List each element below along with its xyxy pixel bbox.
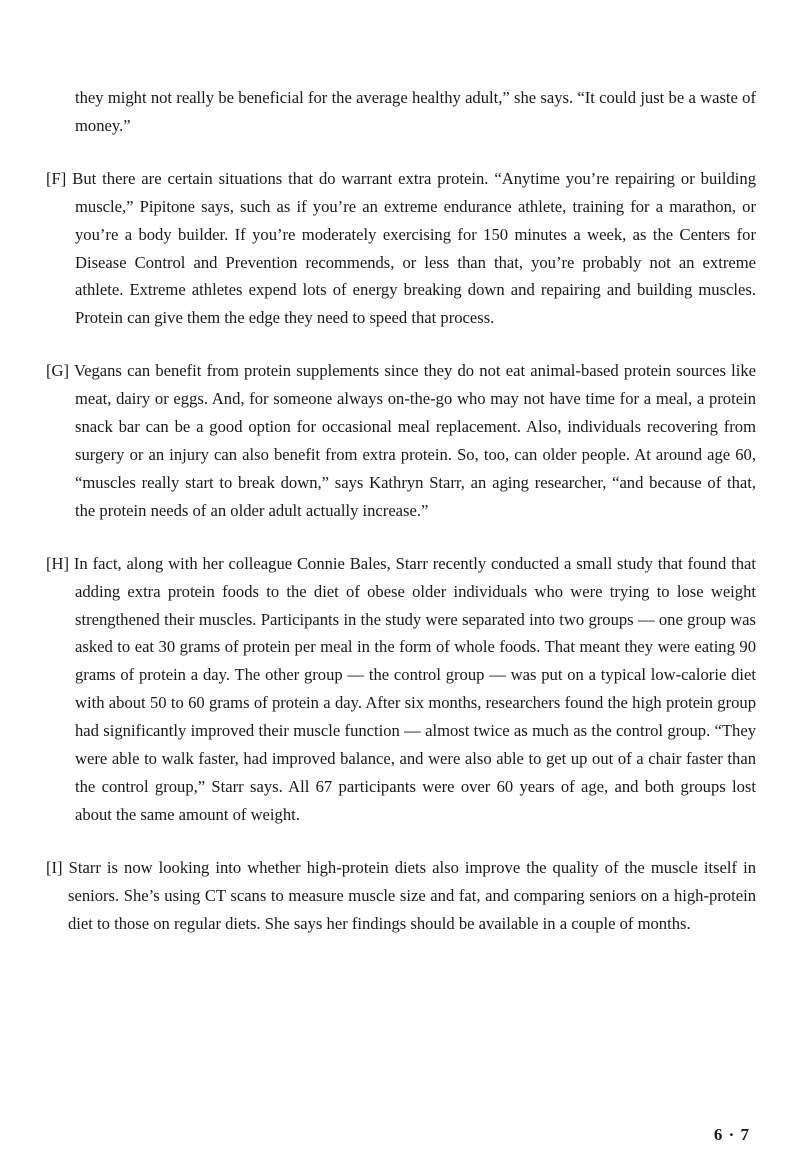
paragraph-text: Vegans can benefit from protein supplements since they do not eat animal-based protein sources like meat, dairy or eggs. And, for someone always on-the-go who may not have time for a meal, a protein snack bar can be a good option for occasional meal replacement. Also, individuals recovering from surgery or an injury can also benefit from extra protein. So, too, can older people. At around age 60, “muscles really start to break down,” says Kathryn Starr, an aging researcher, “and because of that, the protein needs of an older adult actually increase.” [73,361,756,520]
paragraph-h [46,550,756,829]
page-number: 6 · 7 [713,1125,750,1144]
continuation-paragraph: they might not really be beneficial for the average healthy adult,” she says. “It could just be a waste of money.” [75,88,756,135]
paragraph-f [46,165,756,332]
paragraph-label: [G] [46,361,70,381]
paragraph-text: But there are certain situations that do warrant extra protein. “Anytime you’re repairing or building muscle,” Pipitone says, such as if you’re an extreme endurance athlete, training for a marathon, or you’re a body builder. If you’re moderately exercising for 150 minutes a week, as the Centers for Disease Control and Prevention recommends, or less than that, you’re probably not an extreme athlete. Extreme athletes expend lots of energy breaking down and repairing and building muscles. Protein can give them the edge they need to speed that process. [72,168,756,328]
document-body [46,84,756,962]
paragraph-text: Starr is now looking into whether high-protein diets also improve the quality of the muscle itself in seniors. She’s using CT scans to measure muscle size and fat, and comparing seniors on a high-protein diet to those on regular diets. She says her findings should be available in a couple of months. [68,857,756,933]
paragraph-text: In fact, along with her colleague Connie Bales, Starr recently conducted a small study that found that adding extra protein foods to the diet of obese older individuals who were trying to lose weight strengthened their muscles. Participants in the study were separated into two groups — one group was asked to eat 30 grams of protein per meal in the form of whole foods. That meant they were eating 90 grams of protein a day. The other group — the control group — was put on a typical low-calorie diet with about 50 to 60 grams of protein a day. After six months, researchers found the high protein group had significantly improved their muscle function — almost twice as much as the control group. “They were able to walk faster, had improved balance, and were also able to get up out of a chair faster than the control group,” Starr says. All 67 participants were over 60 years of age, and both groups lost about the same amount of weight. [73,553,757,824]
paragraph-g [46,357,756,524]
paragraph-i [46,854,756,938]
paragraph-label: [F] [46,168,67,188]
paragraph-label: [I] [46,857,63,877]
paragraph-label: [H] [46,553,70,573]
